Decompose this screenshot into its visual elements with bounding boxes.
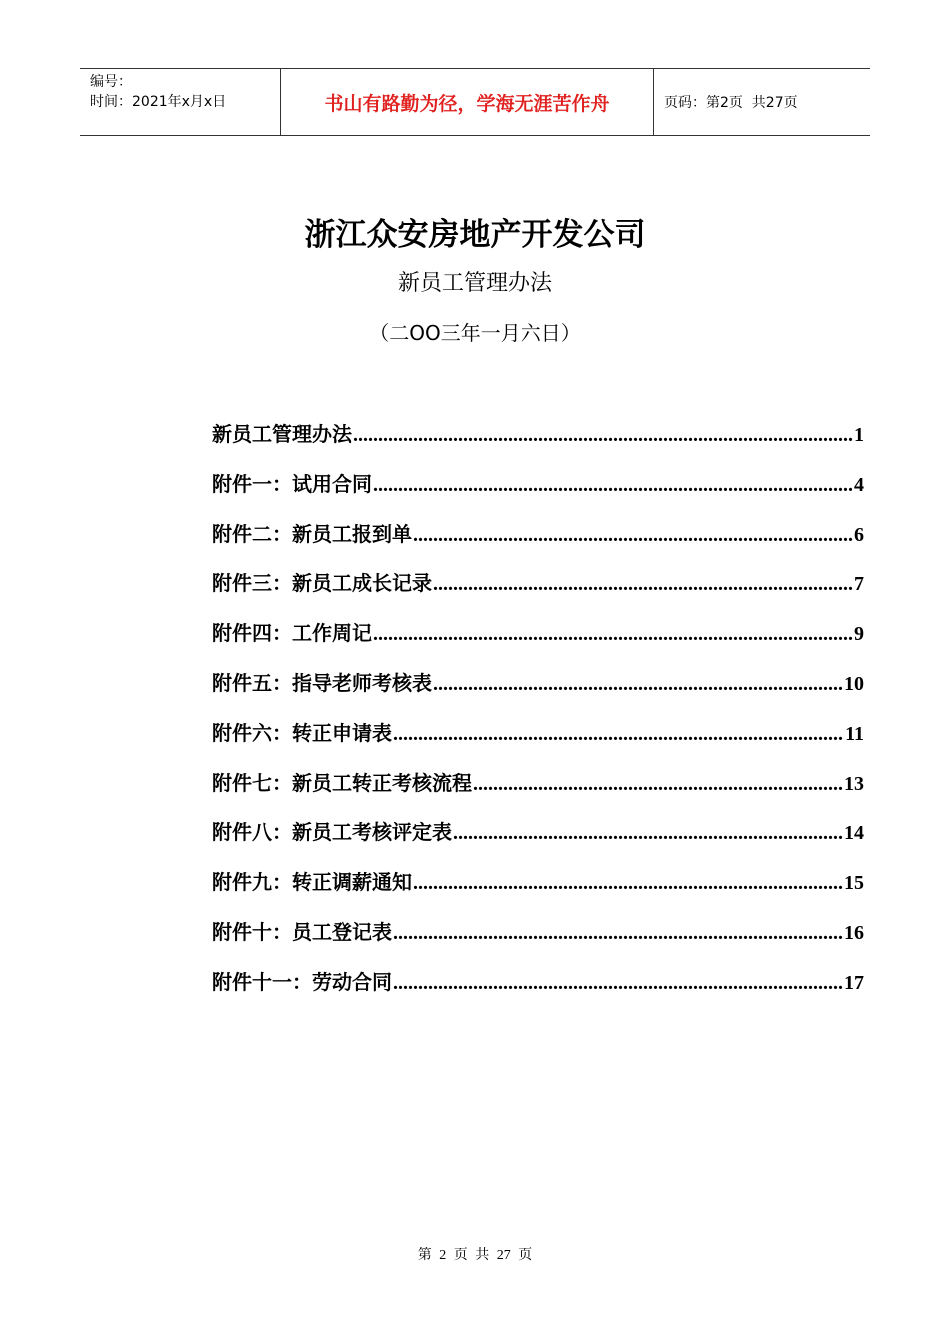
toc-entry[interactable]	[212, 617, 864, 667]
toc-entry-page: 10	[844, 672, 864, 695]
toc-dot-leader	[353, 424, 853, 447]
toc-dot-leader	[433, 673, 843, 696]
toc-entry-page: 1	[854, 424, 864, 446]
toc-dot-leader	[413, 524, 853, 547]
toc-entry-page: 14	[844, 822, 864, 845]
header-page-info: 页码：第2页 共27页	[664, 95, 798, 111]
toc-dot-leader	[373, 623, 853, 646]
toc-entry[interactable]	[212, 816, 864, 866]
toc-entry[interactable]	[212, 767, 864, 817]
toc-dot-leader	[393, 922, 843, 945]
toc-entry-label: 附件三：新员工成长记录	[212, 573, 432, 596]
toc-entry[interactable]	[212, 418, 864, 468]
toc-entry[interactable]	[212, 866, 864, 916]
page-header	[80, 68, 870, 136]
toc-entry-page: 9	[854, 623, 864, 646]
toc-entry-label: 附件九：转正调薪通知	[212, 872, 412, 895]
toc-entry-label: 附件六：转正申请表	[212, 722, 392, 745]
page-footer: 第 2 页 共 27 页	[417, 1248, 533, 1263]
company-title: 浙江众安房地产开发公司	[304, 217, 646, 253]
toc-entry-label: 附件十：员工登记表	[212, 921, 392, 944]
toc-entry-label: 附件七：新员工转正考核流程	[212, 772, 472, 795]
toc-entry[interactable]	[212, 468, 864, 518]
toc-entry[interactable]	[212, 916, 864, 966]
toc-dot-leader	[393, 972, 843, 995]
motto-text: 书山有路勤为径，学海无涯苦作舟	[324, 92, 610, 115]
toc-entry-page: 6	[854, 523, 864, 546]
header-motto-cell	[281, 69, 654, 135]
toc-entry-page: 16	[844, 921, 864, 944]
toc-entry[interactable]	[212, 518, 864, 568]
number-label: 编号：	[90, 74, 132, 90]
toc-entry-page: 4	[854, 473, 864, 496]
toc-entry-page: 13	[844, 772, 864, 795]
toc-entry-label: 附件十一：劳动合同	[212, 971, 392, 994]
toc-entry-label: 附件一：试用合同	[212, 473, 372, 496]
document-date: （二OO三年一月六日）	[369, 321, 581, 345]
toc-dot-leader	[433, 573, 853, 596]
toc-entry-page: 15	[844, 872, 864, 895]
toc-dot-leader	[373, 474, 853, 497]
toc-entry[interactable]	[212, 667, 864, 717]
toc-dot-leader	[453, 822, 843, 845]
toc-entry-label: 附件二：新员工报到单	[212, 523, 412, 546]
toc-entry-label: 附件四：工作周记	[212, 623, 372, 646]
table-of-contents	[212, 418, 864, 1016]
toc-entry[interactable]	[212, 966, 864, 1016]
toc-dot-leader	[413, 872, 843, 895]
toc-entry-label: 新员工管理办法	[212, 424, 352, 446]
header-page-cell	[654, 69, 870, 135]
toc-entry[interactable]	[212, 567, 864, 617]
toc-entry-page: 11	[845, 722, 864, 745]
toc-dot-leader	[393, 723, 844, 746]
toc-dot-leader	[473, 773, 843, 796]
toc-entry-page: 7	[854, 573, 864, 596]
toc-entry-page: 17	[844, 971, 864, 994]
time-label: 时间：2021年x月x日	[90, 94, 227, 110]
toc-entry-label: 附件八：新员工考核评定表	[212, 822, 452, 845]
toc-entry-label: 附件五：指导老师考核表	[212, 672, 432, 695]
toc-entry[interactable]	[212, 717, 864, 767]
document-subtitle: 新员工管理办法	[397, 271, 552, 296]
header-meta-cell	[80, 69, 281, 135]
